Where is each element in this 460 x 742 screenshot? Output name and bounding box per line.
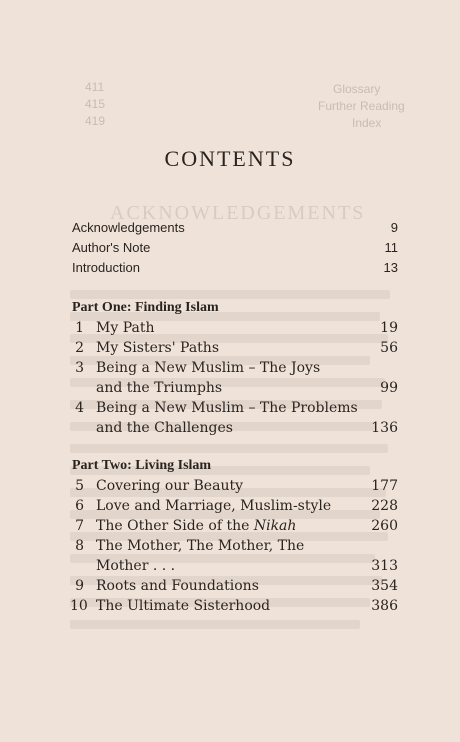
toc-page: 99 — [380, 380, 398, 396]
toc-page: 11 — [384, 240, 398, 255]
toc-page: 9 — [390, 220, 398, 235]
chapter-title-text: The Other Side of the — [96, 518, 254, 534]
toc-entry — [70, 258, 398, 278]
toc-entry — [70, 476, 398, 496]
chapter-title: Covering our Beauty — [96, 478, 243, 494]
chapter-number: 10 — [70, 598, 88, 614]
toc-label: Introduction — [72, 260, 140, 275]
chapter-title-continued: and the Triumphs — [96, 380, 223, 396]
bleed-text: Index — [352, 116, 382, 130]
chapter-number: 1 — [75, 320, 84, 336]
toc-entry — [70, 398, 398, 418]
toc-page: 136 — [371, 420, 398, 436]
toc-entry — [70, 338, 398, 358]
toc-page: 56 — [380, 340, 398, 356]
toc-entry — [70, 218, 398, 238]
chapter-title: My Path — [96, 320, 155, 336]
toc-entry-continued — [70, 556, 398, 576]
toc-entry — [70, 496, 398, 516]
chapter-number: 5 — [75, 478, 84, 494]
toc-entry — [70, 358, 398, 378]
chapter-title — [96, 516, 296, 536]
chapter-title: My Sisters' Paths — [96, 340, 219, 356]
toc-entry-continued — [70, 378, 398, 398]
chapter-title-continued: Mother . . . — [96, 558, 176, 574]
toc-page: 19 — [380, 320, 398, 336]
toc-page: 177 — [371, 478, 398, 494]
bleed-text: 411 — [85, 80, 105, 94]
toc-entry — [70, 596, 398, 616]
toc-label: Author's Note — [72, 240, 151, 255]
bleed-text: Further Reading — [318, 99, 405, 113]
chapter-number: 9 — [75, 578, 84, 594]
chapter-title: Being a New Muslim – The Joys — [96, 360, 321, 376]
toc-page: 354 — [371, 578, 398, 594]
part-heading: Part One: Finding Islam — [72, 300, 219, 315]
chapter-number: 4 — [75, 400, 84, 416]
chapter-number: 3 — [75, 360, 84, 376]
chapter-number: 2 — [75, 340, 84, 356]
bleed-text: 419 — [85, 114, 106, 128]
part-heading: Part Two: Living Islam — [72, 458, 212, 473]
chapter-number: 7 — [75, 518, 84, 534]
chapter-title: Roots and Foundations — [96, 578, 259, 594]
chapter-number: 6 — [75, 498, 84, 514]
chapter-title: The Mother, The Mother, The — [96, 538, 305, 554]
toc-entry — [70, 536, 398, 556]
bleed-text: 415 — [85, 97, 106, 111]
toc-entry — [70, 516, 398, 536]
chapter-title-emphasis: Nikah — [253, 518, 297, 534]
toc-page: 313 — [371, 558, 398, 574]
bleed-text: Glossary — [333, 82, 381, 96]
page-title: CONTENTS — [164, 146, 296, 171]
toc-entry — [70, 238, 398, 258]
toc-page: 13 — [383, 260, 398, 275]
toc-entry-continued — [70, 418, 398, 438]
chapter-title-continued: and the Challenges — [96, 420, 233, 436]
bleed-heading: ACKNOWLEDGEMENTS — [110, 202, 366, 224]
chapter-number: 8 — [75, 538, 84, 554]
toc-page: 228 — [371, 498, 398, 514]
toc-label: Acknowledgements — [72, 220, 185, 235]
toc-page: 260 — [371, 518, 398, 534]
toc-entry — [70, 576, 398, 596]
chapter-title: Love and Marriage, Muslim-style — [96, 498, 332, 514]
toc-page: 386 — [371, 598, 398, 614]
toc-entry — [70, 318, 398, 338]
chapter-title: The Ultimate Sisterhood — [96, 598, 271, 614]
chapter-title: Being a New Muslim – The Problems — [96, 400, 358, 416]
